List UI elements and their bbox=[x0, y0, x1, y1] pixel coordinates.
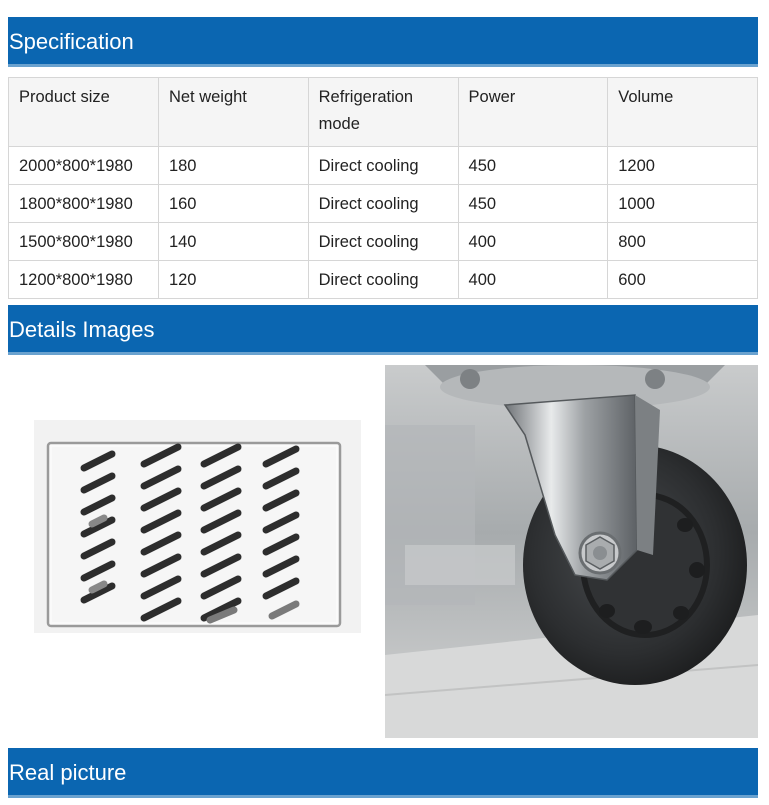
table-row bbox=[9, 223, 758, 261]
vent-panel-image bbox=[34, 420, 361, 633]
caster-wheel-graphic bbox=[385, 365, 758, 738]
header-net-weight: Net weight bbox=[158, 78, 308, 147]
details-images-heading: Details Images bbox=[8, 305, 758, 355]
cell-refrigeration-mode: Direct cooling bbox=[308, 147, 458, 185]
cell-volume: 800 bbox=[608, 223, 758, 261]
cell-volume: 600 bbox=[608, 261, 758, 299]
cell-power: 450 bbox=[458, 147, 608, 185]
specification-table bbox=[8, 77, 758, 299]
cell-power: 400 bbox=[458, 223, 608, 261]
cell-refrigeration-mode: Direct cooling bbox=[308, 185, 458, 223]
cell-product-size: 1200*800*1980 bbox=[9, 261, 159, 299]
real-picture-heading: Real picture bbox=[8, 748, 758, 798]
table-row bbox=[9, 261, 758, 299]
cell-product-size: 1500*800*1980 bbox=[9, 223, 159, 261]
table-header-row bbox=[9, 78, 758, 147]
specification-heading: Specification bbox=[8, 17, 758, 67]
cell-volume: 1000 bbox=[608, 185, 758, 223]
cell-product-size: 1800*800*1980 bbox=[9, 185, 159, 223]
cell-net-weight: 180 bbox=[158, 147, 308, 185]
cell-net-weight: 120 bbox=[158, 261, 308, 299]
cell-net-weight: 160 bbox=[158, 185, 308, 223]
cell-net-weight: 140 bbox=[158, 223, 308, 261]
header-product-size: Product size bbox=[9, 78, 159, 147]
header-power: Power bbox=[458, 78, 608, 147]
cell-power: 450 bbox=[458, 185, 608, 223]
header-volume: Volume bbox=[608, 78, 758, 147]
cell-refrigeration-mode: Direct cooling bbox=[308, 261, 458, 299]
table-row bbox=[9, 147, 758, 185]
vent-panel-graphic bbox=[34, 420, 361, 633]
table-row bbox=[9, 185, 758, 223]
cell-volume: 1200 bbox=[608, 147, 758, 185]
cell-power: 400 bbox=[458, 261, 608, 299]
caster-wheel-image bbox=[385, 365, 758, 738]
cell-refrigeration-mode: Direct cooling bbox=[308, 223, 458, 261]
cell-product-size: 2000*800*1980 bbox=[9, 147, 159, 185]
header-refrigeration-mode: Refrigeration mode bbox=[308, 78, 458, 147]
